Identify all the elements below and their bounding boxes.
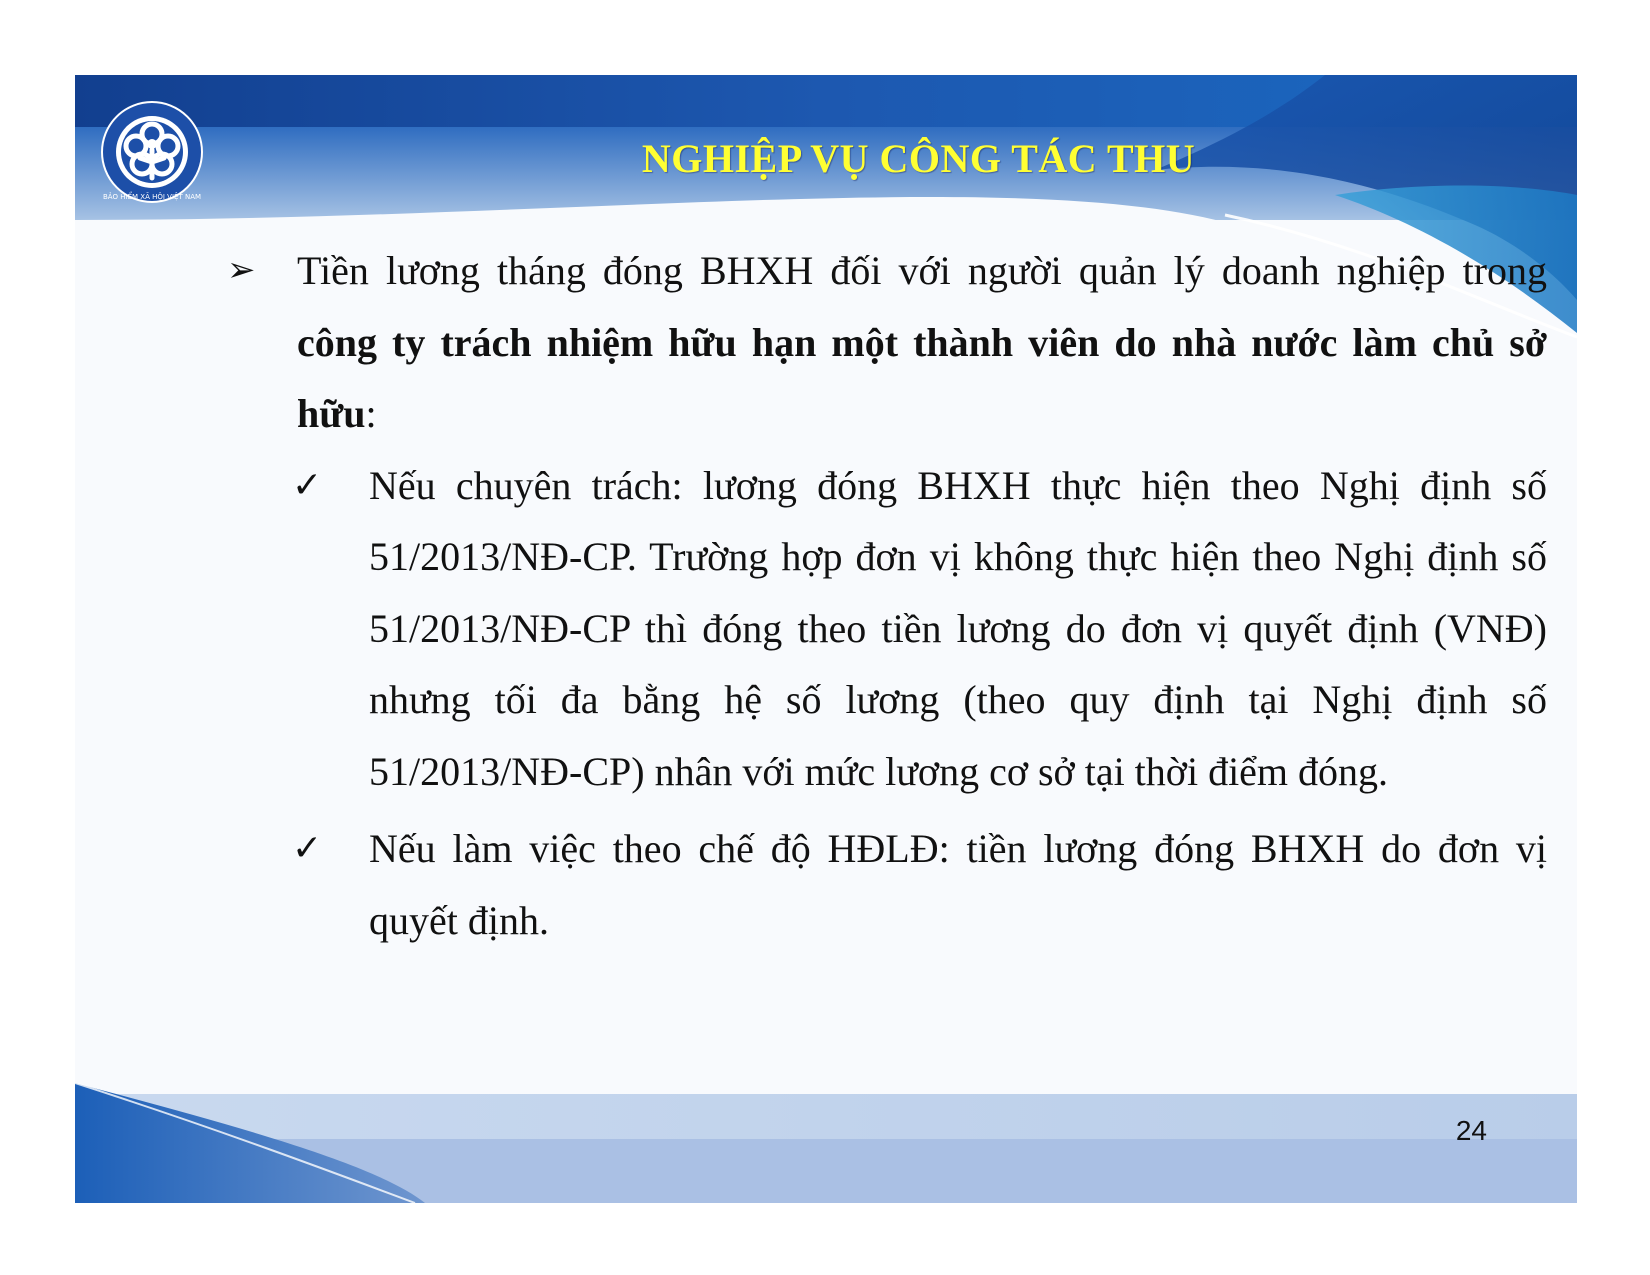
page-number: 24 (1455, 1115, 1487, 1146)
sub-bullet-2-text: Nếu làm việc theo chế độ HĐLĐ: tiền lương đóng BHXH do đơn vị quyết định. (369, 826, 1547, 943)
main-bullet (227, 235, 1547, 450)
slide-content (227, 235, 1547, 956)
slide (75, 75, 1577, 1203)
main-bullet-bold-text: công ty trách nhiệm hữu hạn một thành viên do nhà nước làm chủ sở hữu (297, 319, 1547, 436)
check-bullet-icon: ✓ (292, 828, 323, 868)
sub-bullet-1-text: Nếu chuyên trách: lương đóng BHXH thực hiện theo Nghị định số 51/2013/NĐ-CP. Trường hợp đơn vị không thực hiện theo Nghị định số 51/2013/NĐ-CP thì đóng theo tiền lương do đơn vị quyết định (VNĐ) nhưng tối đa bằng hệ số lương (theo quy định tại Nghị định số 51/2013/NĐ-CP) nhân với mức lương cơ sở tại thời điểm đóng. (369, 462, 1547, 794)
main-bullet-text: Tiền lương tháng đóng BHXH đối với người quản lý doanh nghiệp trong (297, 248, 1547, 293)
slide-title: NGHIỆP VỤ CÔNG TÁC THU (641, 136, 1196, 181)
sub-bullet-1 (227, 450, 1547, 808)
sub-bullet-2 (227, 813, 1547, 956)
svg-text:BẢO HIỂM XÃ HỘI VIỆT NAM: BẢO HIỂM XÃ HỘI VIỆT NAM (102, 193, 202, 201)
main-bullet-text-end: : (365, 391, 377, 436)
arrow-bullet-icon: ➢ (227, 252, 256, 289)
check-bullet-icon: ✓ (292, 464, 323, 505)
footer-decoration (75, 1083, 1577, 1203)
